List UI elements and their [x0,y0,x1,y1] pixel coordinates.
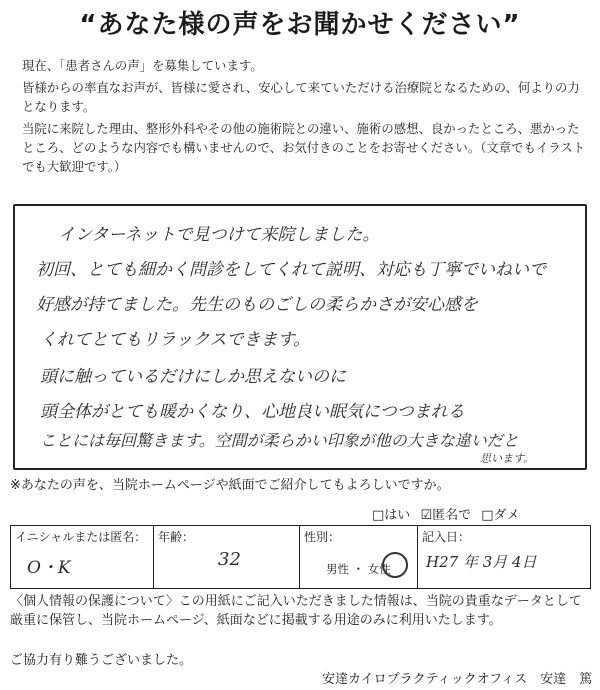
info-form [10,525,591,589]
gender-cell [300,526,418,589]
age-value[interactable]: 32 [218,549,241,570]
option-no[interactable]: □ダメ [481,508,520,523]
comment-line: 頭に触っているだけにしか思えないのに [40,367,346,387]
gender-label: 性別： [304,530,341,544]
thanks-text: ご協力有り難うございました。 [10,653,193,668]
intro-paragraph: 現在、「患者さんの声」を募集しています。 [22,58,263,73]
age-label: 年齢： [158,530,195,544]
privacy-notice: 〈個人情報の保護について〉この用紙にご記入いただきました情報は、当院の貴重なデータとして厳重に保管し、当院ホームページ、紙面などに掲載する用途のみに利用いたします。 [10,594,582,628]
initials-label: イニシャルまたは匿名： [15,530,147,544]
initials-cell [11,526,154,589]
gender-options[interactable] [326,561,413,577]
date-value[interactable]: H27 年 3月 4日 [426,553,537,571]
age-cell [154,526,300,589]
intro-paragraph: 皆様からの率直なお声が、皆様に愛され、安心して来ていただける治療院となるための、何よりの力となります。 [22,80,580,114]
intro-paragraph: 当院に来院した理由、整形外科やその他の施術院との違い、施術の感想、良かったところ、悪かったところ、どのような内容でも構いませんので、お気付きのことをお寄せください。（文章でもイラストでも大歓迎です。） [22,121,586,174]
comment-line: 頭全体がとても暖かくなり、心地良い眠気につつまれる [40,402,465,422]
page-title: “あなた様の声をお聞かせください” [79,10,521,40]
intro-text [22,56,587,179]
option-yes[interactable]: □はい [372,508,411,523]
comment-line: ことには毎回驚きます。空間が柔らかい印象が他の大きな違いだと [40,431,519,450]
initials-value[interactable]: O・K [27,558,71,578]
comment-line: 好感が持てました。先生のものごしの柔らかさが安心感を [36,295,478,315]
date-label: 記入日： [422,530,471,544]
comment-line: インターネットで見つけて来院しました。 [58,225,380,245]
comment-line: 思います。 [480,452,535,465]
consent-question: ※あなたの声を、当院ホームページや紙面でご紹介してもよろしいですか。 [10,478,450,493]
option-anonymous[interactable]: ☑匿名で [420,508,472,523]
gender-options-text: 男性 ・ 女性 [326,562,391,576]
comment-line: くれてとてもリラックスできます。 [40,330,311,350]
date-cell [418,526,591,589]
gender-circle-mark [382,552,408,578]
consent-options [372,504,526,523]
office-name: 安達カイロプラクティックオフィス 安達 篤 [322,672,593,687]
comment-line: 初回、とても細かく問診をしてくれて説明、対応も丁寧でいねいで [36,260,546,280]
